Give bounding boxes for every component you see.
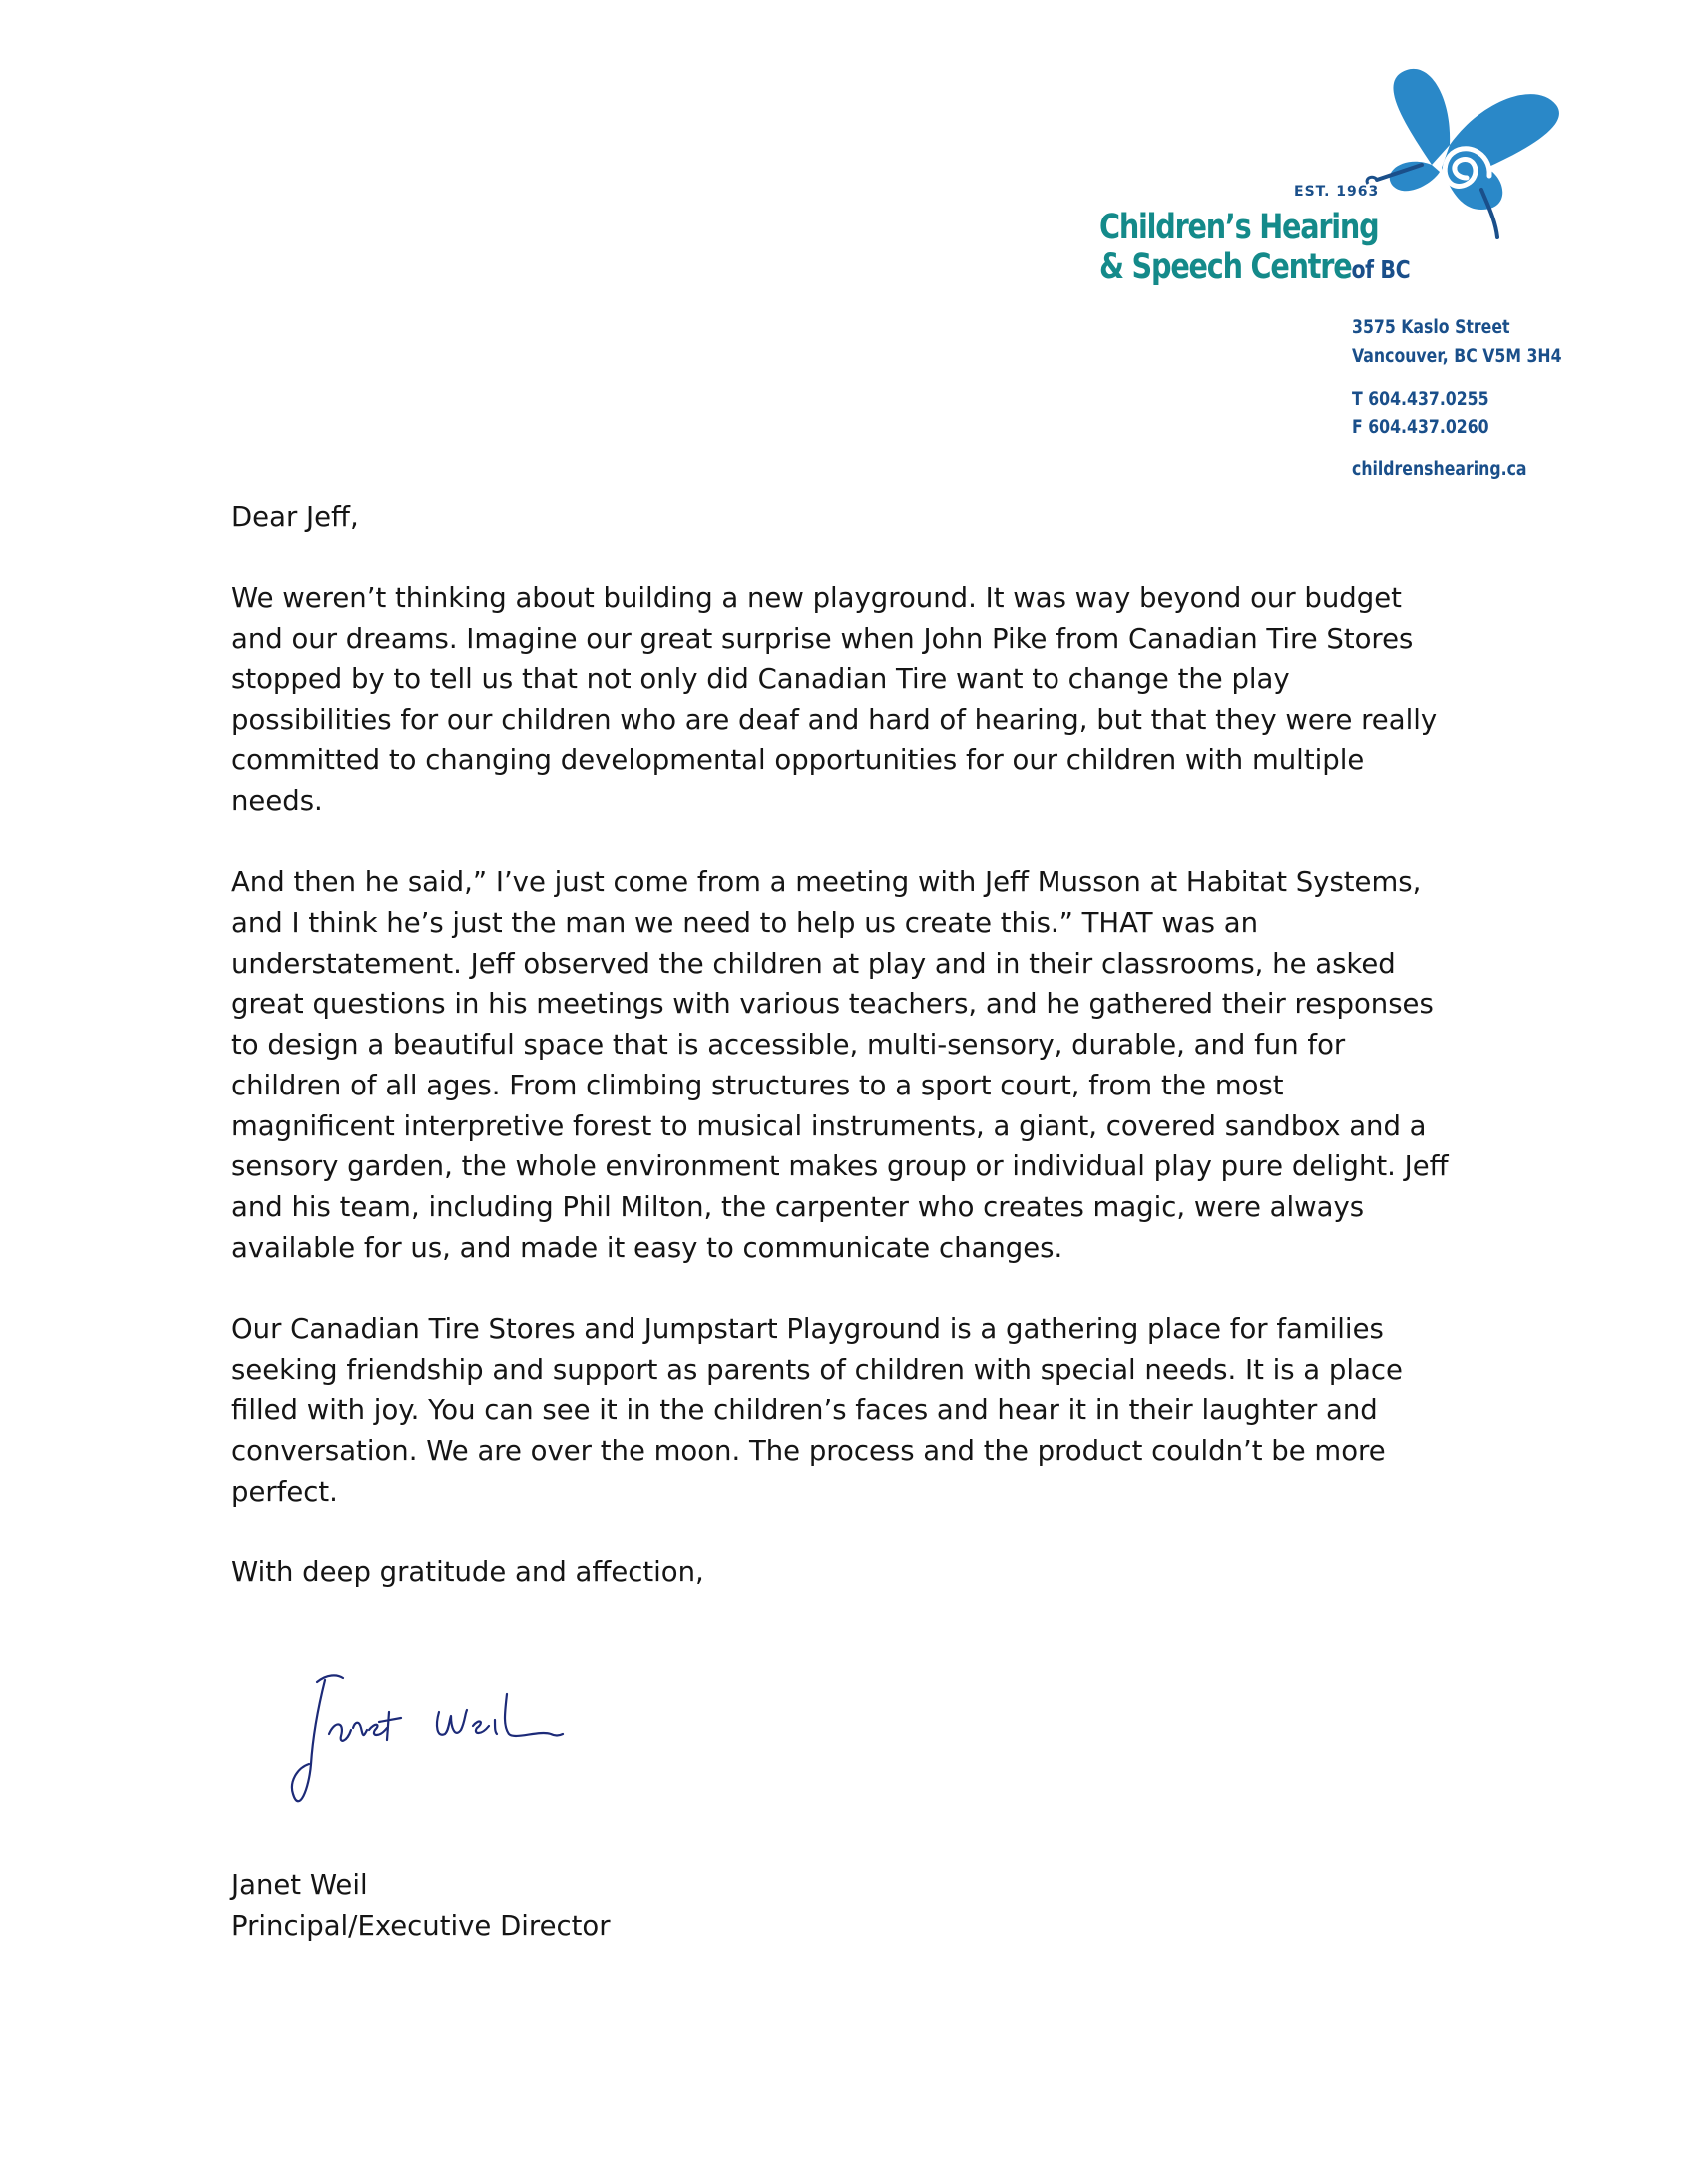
organization-name-line2-main: & Speech Centre [1099, 247, 1352, 287]
paragraph-1-line: stopped by to tell us that not only did Canadian Tire want to change the play [231, 662, 1290, 695]
paragraph-3-line: seeking friendship and support as parents of children with special needs. It is a place [231, 1353, 1403, 1386]
paragraph-2-line: available for us, and made it easy to communicate changes. [231, 1231, 1063, 1264]
handwritten-signature [289, 1664, 648, 1824]
letterhead [1092, 60, 1651, 499]
paragraph-2-line: magnificent interpretive forest to musical instruments, a giant, covered sandbox and a [231, 1109, 1427, 1142]
paragraph-2-line: understatement. Jeff observed the children at play and in their classrooms, he asked [231, 947, 1396, 980]
organization-name-suffix: of BC [1351, 255, 1411, 284]
paragraph-2 [231, 862, 1449, 1268]
paragraph-3-line: conversation. We are over the moon. The process and the product couldn’t be more [231, 1435, 1386, 1468]
fax-number: F 604.437.0260 [1352, 417, 1489, 438]
paragraph-2-line: And then he said,” I’ve just come from a meeting with Jeff Musson at Habitat Systems, [231, 866, 1422, 899]
address-street: 3575 Kaslo Street [1352, 317, 1510, 338]
paragraph-1-line: committed to changing developmental opportunities for our children with multiple [231, 744, 1365, 777]
paragraph-1-line: possibilities for our children who are deaf and hard of hearing, but that they were really [231, 703, 1438, 736]
paragraph-3 [231, 1309, 1429, 1513]
paragraph-3-line: Our Canadian Tire Stores and Jumpstart Playground is a gathering place for families [231, 1313, 1384, 1346]
closing: With deep gratitude and affection, [231, 1556, 704, 1589]
letter-body [231, 497, 1449, 1634]
paragraph-1-line: needs. [231, 784, 323, 817]
signatory-title: Principal/Executive Director [231, 1910, 611, 1942]
established-year: EST. 1963 [1294, 184, 1380, 200]
organization-name-line1: Children’s Hearing [1099, 208, 1379, 247]
paragraph-1-line: We weren’t thinking about building a new playground. It was way beyond our budget [231, 582, 1402, 615]
paragraph-2-line: and his team, including Phil Milton, the carpenter who creates magic, were always [231, 1190, 1365, 1223]
paragraph-3-line: perfect. [231, 1475, 338, 1508]
telephone-number: T 604.437.0255 [1352, 389, 1489, 410]
website-link[interactable]: childrenshearing.ca [1352, 459, 1527, 480]
organization-name-line2 [1099, 247, 1410, 287]
salutation: Dear Jeff, [231, 501, 359, 533]
paragraph-2-line: to design a beautiful space that is accessible, multi-sensory, durable, and fun for [231, 1029, 1346, 1062]
paragraph-1-line: and our dreams. Imagine our great surprise when John Pike from Canadian Tire Stores [231, 623, 1414, 655]
paragraph-2-line: great questions in his meetings with various teachers, and he gathered their responses [231, 988, 1434, 1021]
paragraph-2-line: and I think he’s just the man we need to help us create this.” THAT was an [231, 907, 1259, 939]
signatory-name: Janet Weil [231, 1869, 368, 1901]
paragraph-1 [231, 578, 1438, 821]
address-city: Vancouver, BC V5M 3H4 [1352, 346, 1562, 367]
paragraph-3-line: filled with joy. You can see it in the children’s faces and hear it in their laughter and [231, 1394, 1378, 1427]
paragraph-2-line: children of all ages. From climbing structures to a sport court, from the most [231, 1069, 1284, 1101]
paragraph-2-line: sensory garden, the whole environment makes group or individual play pure delight. Jeff [231, 1150, 1449, 1183]
